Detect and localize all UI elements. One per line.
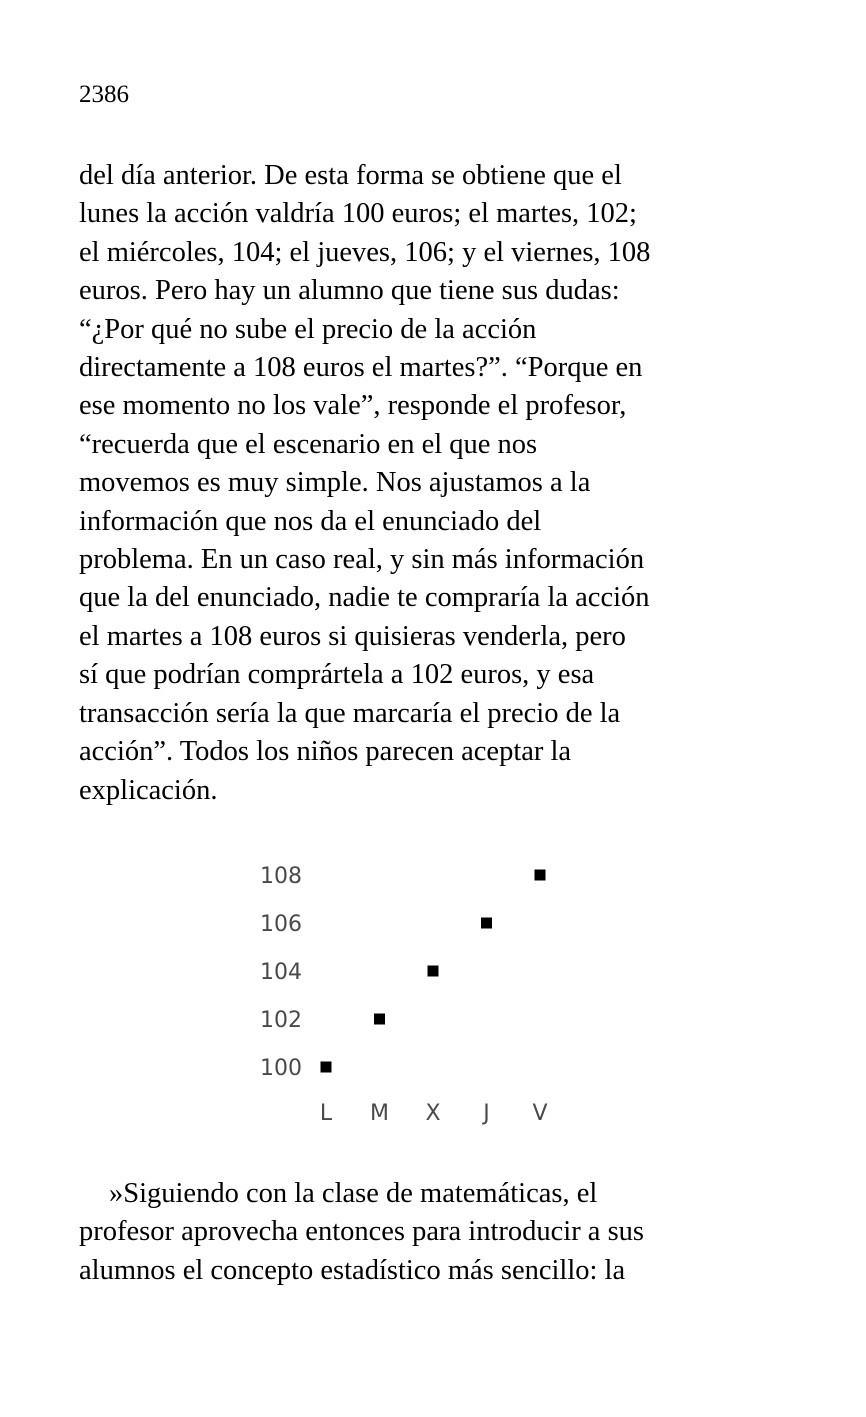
x-tick-label: J [483, 1101, 490, 1126]
x-tick-label: M [370, 1101, 389, 1126]
data-point [481, 918, 492, 929]
data-point [321, 1062, 332, 1073]
y-tick-label: 108 [260, 864, 302, 889]
y-tick-label: 100 [260, 1056, 302, 1081]
data-point [535, 870, 546, 881]
x-tick-label: V [532, 1101, 548, 1126]
x-tick-label: X [425, 1101, 441, 1126]
y-tick-label: 102 [260, 1008, 302, 1033]
data-point [428, 966, 439, 977]
x-tick-label: L [319, 1101, 333, 1126]
y-tick-label: 106 [260, 912, 302, 937]
body-paragraph-2: »Siguiendo con la clase de matemáticas, el profesor aprovecha entonces para introducir a sus alumnos el concepto estadístico más sencillo: la [79, 1178, 645, 1286]
body-paragraph-1: del día anterior. De esta forma se obtiene que el lunes la acción valdría 100 euros; el martes, 102; el miércoles, 104; el jueves, 106; y el viernes, 108 euros. Pero hay un alumno que tiene sus dudas: “¿Por qué no sube el precio de la acción directamente a 108 euros el martes?”. “Porque en ese momento no los vale”, responde el profesor, “recuerda que el escenario en el que nos movemos es muy simple. Nos ajustamos a la información que nos da el enunciado del problema. En un caso real, y sin más información que la del enunciado, nadie te compraría la acción el martes a 108 euros si quisieras venderla, pero sí que podrían comprártela a 102 euros, y esa transacción sería la que marcaría el precio de la acción”. Todos los niños parecen aceptar la explicación. [79, 160, 651, 806]
price-chart [240, 850, 580, 1140]
y-tick-label: 104 [260, 960, 302, 985]
data-point [374, 1014, 385, 1025]
page-number: 2386 [79, 81, 129, 108]
price-chart-svg [240, 850, 580, 1140]
